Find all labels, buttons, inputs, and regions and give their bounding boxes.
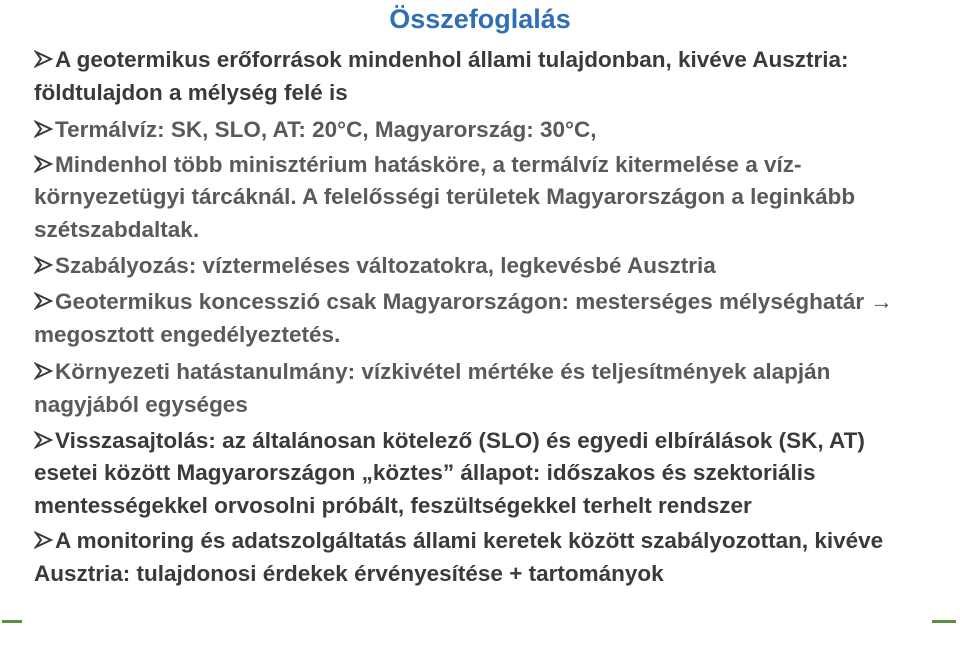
bullet-list xyxy=(34,44,934,596)
bullet-item xyxy=(34,149,934,247)
bullet-text: Termálvíz: SK, SLO, AT: 20°C, Magyarország: 30°C, xyxy=(55,117,597,143)
arrowhead-icon xyxy=(34,361,54,381)
slide-title: Összefoglalás xyxy=(389,4,571,34)
bullet-text: A monitoring és adatszolgáltatás állami keretek között szabályozottan, kivéve Ausztria: tulajdonosi érdekek érvényesítése + tartományok xyxy=(34,528,884,586)
decorative-line-right xyxy=(932,620,956,623)
bullet-item xyxy=(34,44,934,109)
arrowhead-icon xyxy=(34,119,54,139)
arrowhead-icon xyxy=(34,291,54,311)
bullet-item xyxy=(34,425,934,523)
bullet-text: A geotermikus erőforrások mindenhol állami tulajdonban, kivéve Ausztria: földtulajdon a mélység felé is xyxy=(34,47,849,105)
bullet-text: Környezeti hatástanulmány: vízkivétel mértéke és teljesítmények alapján nagyjából egységes xyxy=(34,359,831,417)
bullet-text: Szabályozás: víztermeléses változatokra, legkevésbé Ausztria xyxy=(55,252,716,278)
arrowhead-icon xyxy=(34,154,54,174)
decorative-line-left xyxy=(2,620,22,623)
bullet-item xyxy=(34,114,934,147)
bullet-text: Geotermikus koncesszió csak Magyarországon: mesterséges mélységhatár → megosztott engedélyeztetés. xyxy=(34,289,893,347)
arrowhead-icon xyxy=(34,430,54,450)
bullet-item xyxy=(34,286,934,351)
bullet-text: Mindenhol több minisztérium hatásköre, a termálvíz kitermelése a víz-környezetügyi tárcáknál. A felelősségi területek Magyarországon a leginkább szétszabdaltak. xyxy=(34,151,856,242)
arrowhead-icon xyxy=(34,255,54,275)
arrowhead-icon xyxy=(34,49,54,69)
bullet-item xyxy=(34,356,934,421)
bullet-item xyxy=(34,525,934,590)
bullet-item xyxy=(34,250,934,283)
arrowhead-icon xyxy=(34,530,54,550)
bullet-text: Visszasajtolás: az általánosan kötelező (SLO) és egyedi elbírálások (SK, AT) esetei között Magyarországon „köztes” állapot: időszakos és szektoriális mentességekkel orvosolni próbált, feszültségekkel terhelt rendszer xyxy=(34,427,865,518)
